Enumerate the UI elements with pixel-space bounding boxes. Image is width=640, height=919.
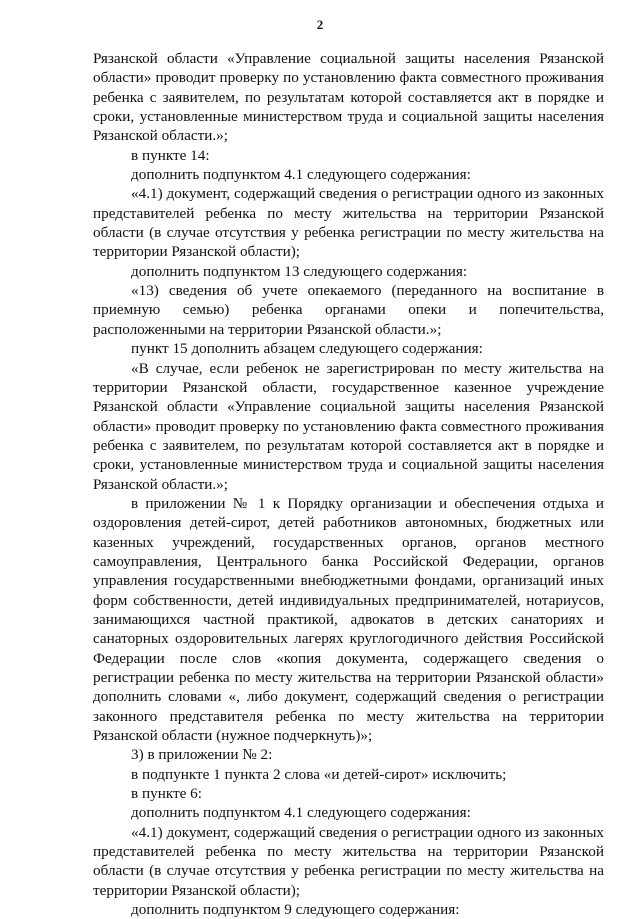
- paragraph: в подпункте 1 пункта 2 слова «и детей-сирот» исключить;: [131, 765, 507, 783]
- paragraph: в приложении № 1 к Порядку организации и обеспечения отдыха и оздоровления детей-сирот, детей работников автономных, бюджетных или казенных учреждений, государственных органов, органов местного самоуправления, Центрального банка Российской Федерации, органов управления государственными внебюджетными фондами, организаций иных форм собственности, детей индивидуальных предпринимателей, нотариусов, занимающихся частной практикой, адвокатов в детских санаториях и санаторных оздоровительных лагерях круглогодичного действия Российской Федерации после слов «копия документа, содержащего сведения о регистрации ребенка по месту жительства на территории Рязанской области» дополнить словами «, либо документ, содержащий сведения о регистрации законного представителя ребенка по месту жительства на территории Рязанской области (нужное подчеркнуть)»;: [93, 494, 604, 745]
- paragraph: дополнить подпунктом 13 следующего содержания:: [131, 262, 468, 280]
- paragraph: «4.1) документ, содержащий сведения о регистрации одного из законных представителей ребенка по месту жительства на территории Рязанской области (в случае отсутствия у ребенка регистрации по месту жительства на территории Рязанской области);: [93, 823, 604, 899]
- paragraph: дополнить подпунктом 9 следующего содержания:: [131, 901, 460, 919]
- paragraph: дополнить подпунктом 4.1 следующего содержания:: [131, 804, 471, 822]
- paragraph: 3) в приложении № 2:: [131, 746, 273, 764]
- page-number: 2: [316, 17, 324, 32]
- paragraph: пункт 15 дополнить абзацем следующего содержания:: [131, 340, 483, 358]
- paragraph: в пункте 6:: [131, 785, 202, 803]
- document-body: [93, 49, 604, 919]
- paragraph: «В случае, если ребенок не зарегистрирован по месту жительства на территории Рязанской области, государственное казенное учреждение Рязанской области «Управление социальной защиты населения Рязанской области» проводит проверку по установлению факта совместного проживания ребенка с заявителем, по результатам которой составляется акт в порядке и сроки, установленные министерством труда и социальной защиты населения Рязанской области.»;: [93, 359, 604, 493]
- paragraph: дополнить подпунктом 4.1 следующего содержания:: [131, 166, 471, 184]
- paragraph: «4.1) документ, содержащий сведения о регистрации одного из законных представителей ребенка по месту жительства на территории Рязанской области (в случае отсутствия у ребенка регистрации по месту жительства на территории Рязанской области);: [93, 185, 604, 261]
- paragraph: Рязанской области «Управление социальной защиты населения Рязанской области» проводит проверку по установлению факта совместного проживания ребенка с заявителем, по результатам которой составляется акт в порядке и сроки, установленные министерством труда и социальной защиты населения Рязанской области.»;: [93, 50, 604, 145]
- paragraph: в пункте 14:: [131, 146, 210, 164]
- paragraph: «13) сведения об учете опекаемого (переданного на воспитание в приемную семью) ребенка органами опеки и попечительства, расположенными на территории Рязанской области.»;: [93, 282, 604, 338]
